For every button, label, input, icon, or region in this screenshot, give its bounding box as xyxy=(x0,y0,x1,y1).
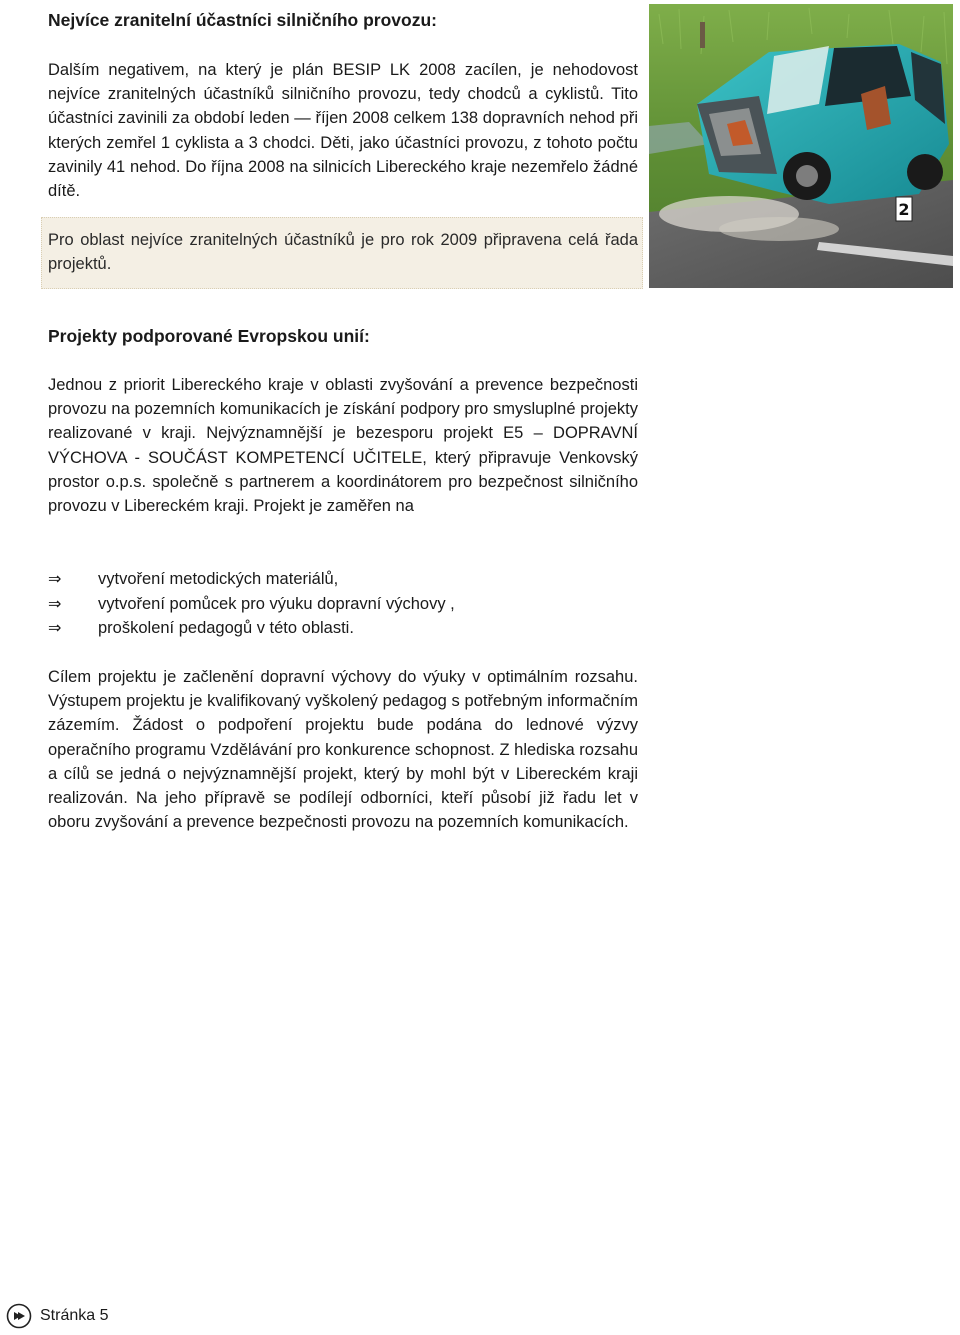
project-goals-list xyxy=(48,567,638,641)
evidence-marker-label: 2 xyxy=(898,200,910,219)
paragraph-project-e5: Jednou z priorit Libereckého kraje v oblasti zvyšování a prevence bezpečnosti provozu na pozemních komunikacích je získání podpory pro smysluplné projekty realizované v kraji. Nejvýznamnější je bezesporu projekt E5 – DOPRAVNÍ VÝCHOVA - SOUČÁST KOMPETENCÍ UČITELE, který připravuje Venkovský prostor o.p.s. společně s partnerem a koordinátorem pro bezpečnost silničního provozu v Libereckém kraji. Projekt je zaměřen na xyxy=(48,376,638,516)
section-title-eu-projects: Projekty podporované Evropskou unií: xyxy=(48,326,370,346)
paragraph-accident-statistics: Dalším negativem, na který je plán BESIP LK 2008 zacílen, je nehodovost nejvíce zranitelných účastníků silničního provozu, tedy chodců a cyklistů. Tito účastníci zavinili za období leden — říjen 2008 celkem 138 dopravních nehod při kterých zemřel 1 cyklista a 3 chodci. Děti, jako účastníci provozu, z tohoto počtu zavinily 41 nehod. Do října 2008 na silnicích Libereckého kraje nezemřelo žádné dítě. xyxy=(48,61,638,201)
double-arrow-icon: ⇒ xyxy=(48,569,62,588)
section-title-vulnerable-participants: Nejvíce zranitelní účastníci silničního provozu: xyxy=(48,10,437,30)
list-item xyxy=(48,567,638,592)
car-crash-photo xyxy=(649,4,953,288)
double-arrow-icon: ⇒ xyxy=(48,593,62,613)
double-arrow-icon: ⇒ xyxy=(48,618,62,637)
page-footer xyxy=(6,1303,108,1329)
list-item xyxy=(48,592,638,617)
list-item xyxy=(48,616,638,641)
page-number: Stránka 5 xyxy=(40,1307,109,1324)
page-arrow-icon xyxy=(6,1303,32,1329)
highlight-text: Pro oblast nejvíce zranitelných účastníků je pro rok 2009 připravena celá řada projektů. xyxy=(48,231,638,274)
list-item-text: vytvoření metodických materiálů, xyxy=(98,570,339,588)
paragraph-project-goal: Cílem projektu je začlenění dopravní výchovy do výuky v optimálním rozsahu. Výstupem projektu je kvalifikovaný vyškolený pedagog s potřebným informačním zázemím. Žádost o podpoření projektu bude podána do lednové výzvy operačního programu Vzdělávání pro konkurence schopnost. Z hlediska rozsahu a cílů se jedná o nejvýznamnější projekt, který by mohl být v Libereckém kraji realizován. Na jeho přípravě se podílejí odborníci, kteří působí již řadu let v oboru zvyšování a prevence bezpečnosti provozu na pozemních komunikacích. xyxy=(48,668,638,832)
list-item-text: proškolení pedagogů v této oblasti. xyxy=(98,619,354,637)
list-item-text: vytvoření pomůcek pro výuku dopravní výchovy , xyxy=(98,594,455,613)
